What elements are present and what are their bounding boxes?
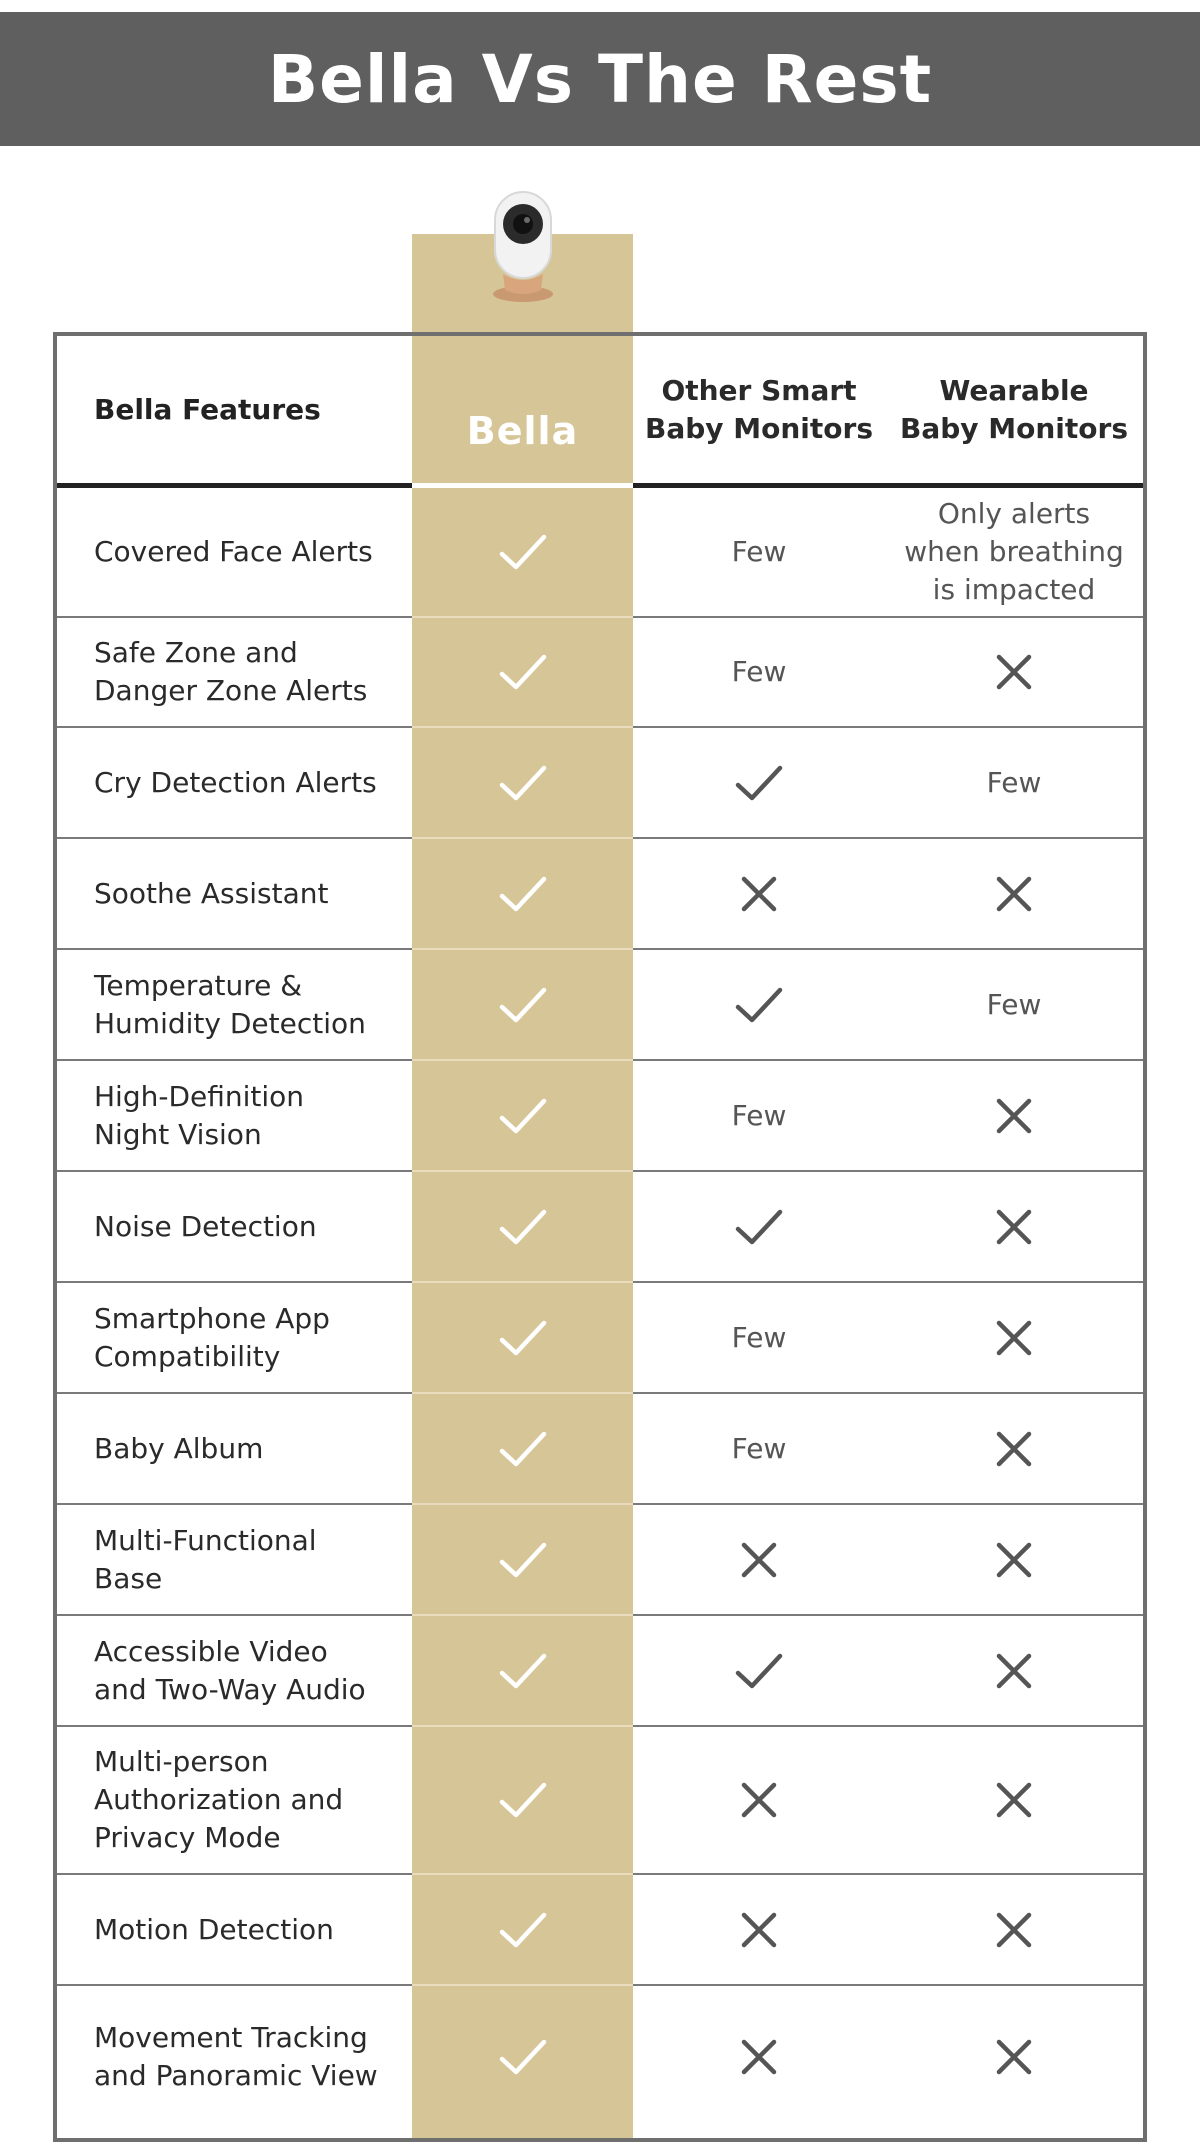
bella-cell — [412, 488, 633, 616]
cross-icon — [996, 1320, 1032, 1356]
wearable-monitors-cell — [885, 1986, 1143, 2127]
feature-cell — [57, 1283, 412, 1392]
bella-cell — [412, 950, 633, 1059]
wearable-monitors-column-header-label: Wearable Baby Monitors — [899, 373, 1128, 445]
feature-label: Baby Album — [94, 1431, 264, 1465]
feature-cell — [57, 950, 412, 1059]
other-monitors-cell — [633, 1283, 885, 1392]
wearable-monitors-cell — [885, 488, 1143, 616]
feature-cell — [57, 1394, 412, 1503]
table-row — [57, 1505, 1143, 1616]
check-icon — [498, 1651, 548, 1691]
other-monitors-cell — [633, 1727, 885, 1873]
wearable-monitors-cell — [885, 1394, 1143, 1503]
wearable-monitors-cell — [885, 1875, 1143, 1984]
feature-label: Cry Detection Alerts — [94, 765, 377, 799]
cross-icon — [996, 654, 1032, 690]
bella-cell — [412, 839, 633, 948]
cross-icon — [741, 876, 777, 912]
wearable-monitors-cell — [885, 1616, 1143, 1725]
check-icon — [498, 763, 548, 803]
bella-cell — [412, 1283, 633, 1392]
other-monitors-cell — [633, 618, 885, 726]
feature-label: High-Definition Night Vision — [94, 1079, 305, 1151]
feature-cell — [57, 1061, 412, 1170]
other-monitors-cell — [633, 839, 885, 948]
table-row — [57, 1875, 1143, 1986]
feature-cell — [57, 1616, 412, 1725]
wearable-monitors-column-header — [885, 336, 1143, 483]
other-monitors-cell — [633, 1505, 885, 1614]
wearable-monitors-cell — [885, 950, 1143, 1059]
cross-icon — [996, 1912, 1032, 1948]
bella-cell — [412, 1875, 633, 1984]
other-monitors-cell — [633, 1875, 885, 1984]
wearable-monitors-cell — [885, 1505, 1143, 1614]
feature-column-header — [57, 336, 412, 483]
bella-cell — [412, 1172, 633, 1281]
feature-label: Multi-person Authorization and Privacy Mode — [94, 1745, 344, 1854]
table-row — [57, 839, 1143, 950]
feature-cell — [57, 488, 412, 616]
bella-column-header-label: Bella — [466, 409, 579, 453]
table-row — [57, 1986, 1143, 2127]
check-icon — [498, 2037, 548, 2077]
feature-label: Safe Zone and Danger Zone Alerts — [94, 636, 368, 707]
cross-icon — [996, 1209, 1032, 1245]
other-monitors-column-header — [633, 336, 885, 483]
check-icon — [734, 1207, 784, 1247]
cross-icon — [996, 1542, 1032, 1578]
wearable-monitors-cell-text: Few — [986, 987, 1042, 1021]
check-icon — [734, 763, 784, 803]
title-banner — [0, 12, 1200, 146]
wearable-monitors-cell — [885, 728, 1143, 837]
table-header-row — [57, 336, 1143, 488]
wearable-monitors-cell — [885, 839, 1143, 948]
feature-label: Smartphone App Compatibility — [94, 1301, 330, 1373]
bella-cell — [412, 1616, 633, 1725]
baby-monitor-camera-icon — [481, 186, 565, 308]
check-icon — [498, 1540, 548, 1580]
cross-icon — [741, 2039, 777, 2075]
table-row — [57, 1172, 1143, 1283]
other-monitors-column-header-label: Other Smart Baby Monitors — [644, 373, 873, 445]
wearable-monitors-cell-text: Only alerts when breathing is impacted — [904, 497, 1124, 606]
bella-cell — [412, 1061, 633, 1170]
other-monitors-cell-text: Few — [731, 655, 787, 688]
feature-column-header-label: Bella Features — [94, 392, 321, 426]
comparison-table — [57, 336, 1143, 2127]
feature-cell — [57, 1727, 412, 1873]
feature-label: Movement Tracking and Panoramic View — [94, 2020, 378, 2092]
feature-label: Temperature & Humidity Detection — [94, 968, 366, 1040]
wearable-monitors-cell — [885, 1283, 1143, 1392]
table-row — [57, 950, 1143, 1061]
feature-cell — [57, 728, 412, 837]
cross-icon — [996, 1098, 1032, 1134]
bella-cell — [412, 618, 633, 726]
other-monitors-cell-text: Few — [731, 535, 787, 568]
table-row — [57, 728, 1143, 839]
cross-icon — [741, 1912, 777, 1948]
feature-label: Noise Detection — [94, 1209, 317, 1243]
other-monitors-cell — [633, 1172, 885, 1281]
cross-icon — [996, 1782, 1032, 1818]
feature-cell — [57, 839, 412, 948]
bella-cell — [412, 1394, 633, 1503]
table-row — [57, 1616, 1143, 1727]
check-icon — [498, 652, 548, 692]
cross-icon — [996, 876, 1032, 912]
other-monitors-cell-text: Few — [731, 1320, 787, 1354]
other-monitors-cell — [633, 1986, 885, 2127]
cross-icon — [996, 1431, 1032, 1467]
cross-icon — [996, 1653, 1032, 1689]
feature-label: Accessible Video and Two-Way Audio — [94, 1634, 366, 1706]
table-row — [57, 488, 1143, 618]
check-icon — [498, 1207, 548, 1247]
feature-cell — [57, 1505, 412, 1614]
other-monitors-cell — [633, 1616, 885, 1725]
bella-cell — [412, 1505, 633, 1614]
check-icon — [498, 532, 548, 572]
feature-cell — [57, 1172, 412, 1281]
table-row — [57, 1061, 1143, 1172]
bella-column-header — [412, 336, 633, 483]
check-icon — [498, 1910, 548, 1950]
check-icon — [498, 1096, 548, 1136]
feature-label: Motion Detection — [94, 1912, 334, 1946]
check-icon — [498, 985, 548, 1025]
other-monitors-cell-text: Few — [731, 1098, 787, 1132]
other-monitors-cell-text: Few — [731, 1431, 787, 1465]
cross-icon — [741, 1782, 777, 1818]
table-row — [57, 1283, 1143, 1394]
wearable-monitors-cell — [885, 618, 1143, 726]
table-body — [57, 488, 1143, 2127]
feature-cell — [57, 618, 412, 726]
bella-cell — [412, 1986, 633, 2127]
feature-label: Soothe Assistant — [94, 876, 329, 910]
bella-cell — [412, 1727, 633, 1873]
check-icon — [498, 1429, 548, 1469]
check-icon — [734, 985, 784, 1025]
table-row — [57, 618, 1143, 728]
feature-cell — [57, 1875, 412, 1984]
wearable-monitors-cell — [885, 1727, 1143, 1873]
other-monitors-cell — [633, 728, 885, 837]
feature-cell — [57, 1986, 412, 2127]
wearable-monitors-cell-text: Few — [986, 765, 1042, 799]
other-monitors-cell — [633, 950, 885, 1059]
feature-label: Covered Face Alerts — [94, 535, 373, 568]
table-row — [57, 1727, 1143, 1875]
bella-cell — [412, 728, 633, 837]
table-row — [57, 1394, 1143, 1505]
cross-icon — [996, 2039, 1032, 2075]
cross-icon — [741, 1542, 777, 1578]
check-icon — [734, 1651, 784, 1691]
check-icon — [498, 1780, 548, 1820]
check-icon — [498, 1318, 548, 1358]
other-monitors-cell — [633, 1394, 885, 1503]
check-icon — [498, 874, 548, 914]
feature-label: Multi-Functional Base — [94, 1523, 317, 1595]
wearable-monitors-cell — [885, 1061, 1143, 1170]
wearable-monitors-cell — [885, 1172, 1143, 1281]
page-title: Bella Vs The Rest — [267, 40, 933, 118]
other-monitors-cell — [633, 488, 885, 616]
other-monitors-cell — [633, 1061, 885, 1170]
